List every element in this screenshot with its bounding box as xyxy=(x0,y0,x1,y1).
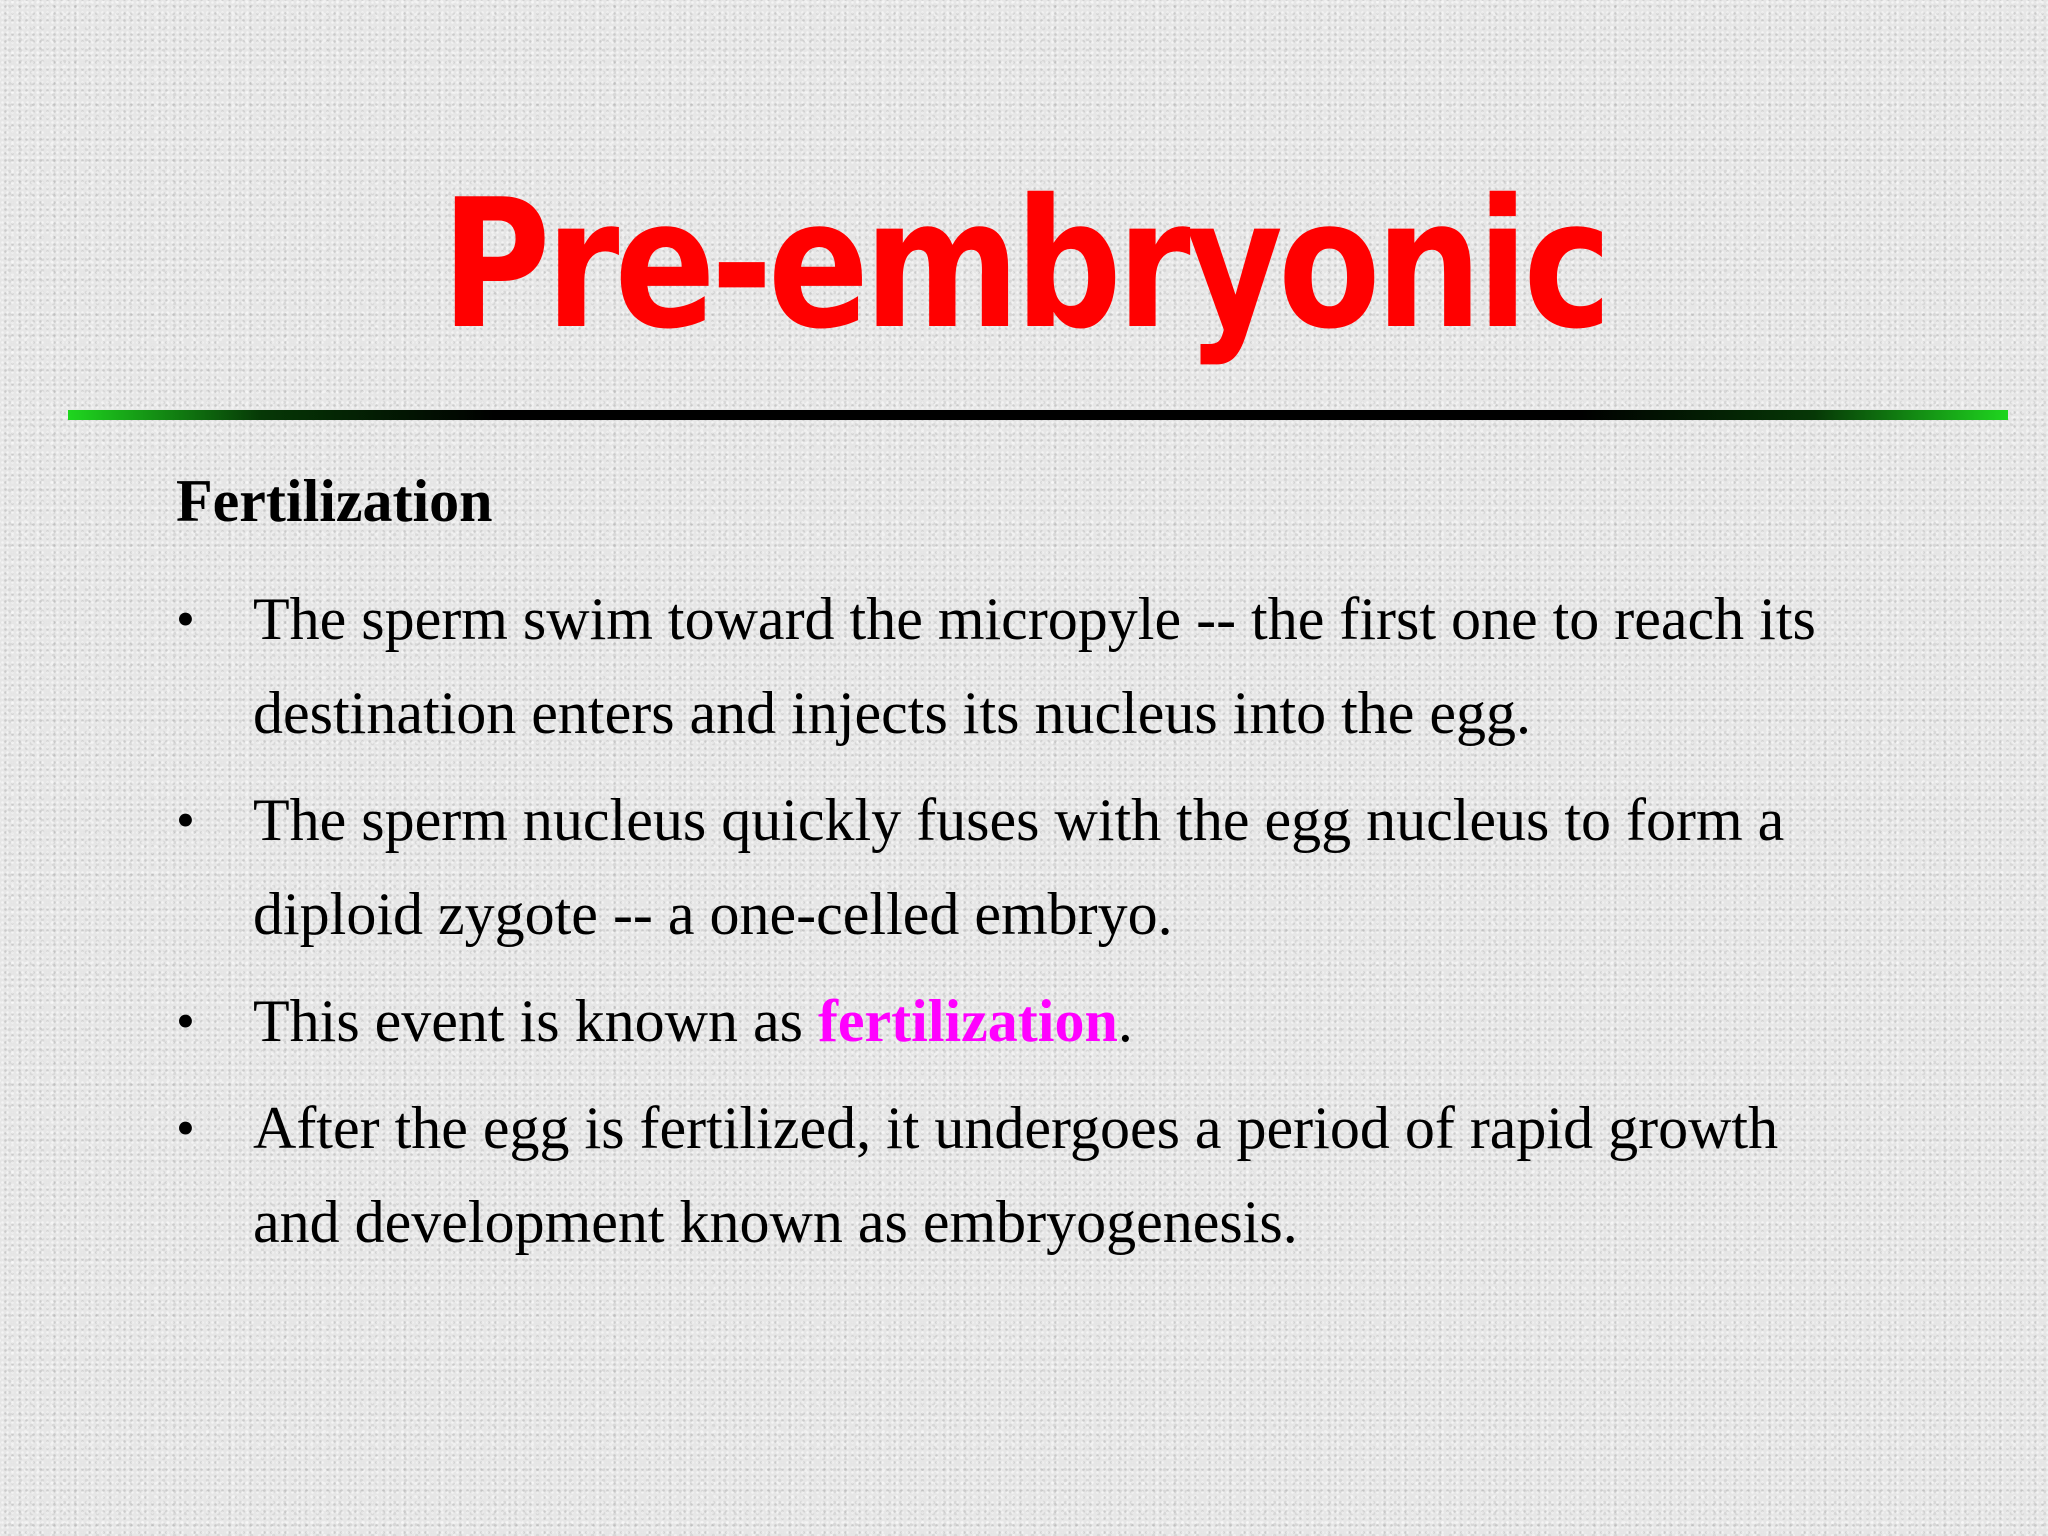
title-divider xyxy=(68,410,2008,420)
bullet-item xyxy=(176,1081,1876,1269)
bullet-marker: • xyxy=(176,1098,195,1158)
bullet-item xyxy=(176,572,1876,760)
bullet-item xyxy=(176,773,1876,961)
highlighted-term: fertilization xyxy=(817,988,1118,1054)
slide-title: Pre-embryonic xyxy=(441,161,1607,368)
bullet-marker: • xyxy=(176,790,195,850)
bullet-text xyxy=(253,988,1133,1054)
bullet-text-before: This event is known as xyxy=(253,988,818,1054)
bullet-text-after: . xyxy=(1117,988,1133,1054)
bullet-text: The sperm nucleus quickly fuses with the egg nucleus to form a diploid zygote -- a one-celled embryo. xyxy=(253,787,1785,947)
section-heading: Fertilization xyxy=(176,468,493,534)
bullet-marker: • xyxy=(176,991,195,1051)
bullet-text: After the egg is fertilized, it undergoes a period of rapid growth and development known as embryogenesis. xyxy=(253,1095,1779,1255)
bullet-list xyxy=(176,572,1876,1282)
bullet-marker: • xyxy=(176,589,195,649)
bullet-item xyxy=(176,974,1876,1068)
bullet-text: The sperm swim toward the micropyle -- the first one to reach its destination enters and injects its nucleus into the egg. xyxy=(253,586,1816,746)
